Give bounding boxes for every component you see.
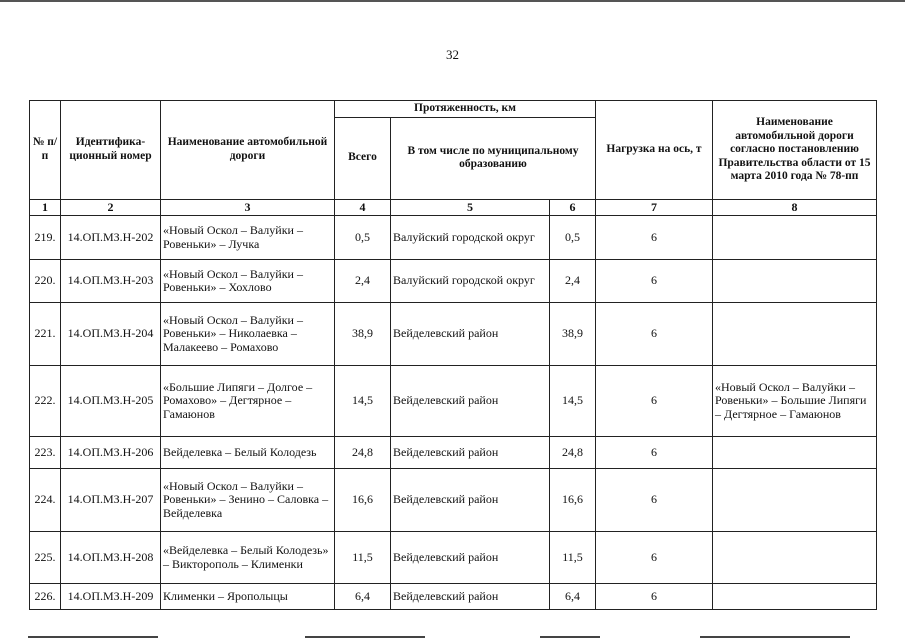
column-number: 6 bbox=[550, 199, 596, 216]
row-number: 221. bbox=[30, 303, 61, 366]
length-total: 38,9 bbox=[335, 303, 391, 366]
table-row bbox=[30, 303, 877, 366]
page-number: 32 bbox=[446, 47, 459, 62]
scan-artifact bbox=[540, 636, 600, 638]
axle-load: 6 bbox=[596, 303, 713, 366]
scan-edge-top bbox=[0, 0, 905, 2]
header-incl: В том числе по муниципальному образованию bbox=[391, 117, 596, 199]
road-id: 14.ОП.МЗ.Н-207 bbox=[61, 469, 161, 532]
road-name: Клименки – Ярополыцы bbox=[161, 584, 335, 610]
gov-road-name bbox=[713, 216, 877, 260]
column-number: 2 bbox=[61, 199, 161, 216]
axle-load: 6 bbox=[596, 584, 713, 610]
axle-load: 6 bbox=[596, 260, 713, 303]
municipality-length: 2,4 bbox=[550, 260, 596, 303]
row-number: 219. bbox=[30, 216, 61, 260]
municipality-length: 6,4 bbox=[550, 584, 596, 610]
gov-road-name bbox=[713, 260, 877, 303]
table-row bbox=[30, 366, 877, 437]
road-name: «Новый Оскол – Валуйки – Ровеньки» – Николаевка – Малакеево – Ромахово bbox=[161, 303, 335, 366]
roads-table bbox=[29, 100, 877, 610]
length-total: 6,4 bbox=[335, 584, 391, 610]
municipality: Вейделевский район bbox=[391, 532, 550, 584]
road-name: «Новый Оскол – Валуйки – Ровеньки» – Лучка bbox=[161, 216, 335, 260]
length-total: 2,4 bbox=[335, 260, 391, 303]
column-number: 4 bbox=[335, 199, 391, 216]
municipality-length: 14,5 bbox=[550, 366, 596, 437]
gov-road-name bbox=[713, 469, 877, 532]
header-length-group: Протяженность, км bbox=[335, 101, 596, 118]
table-row bbox=[30, 584, 877, 610]
gov-road-name bbox=[713, 303, 877, 366]
road-id: 14.ОП.МЗ.Н-203 bbox=[61, 260, 161, 303]
road-name: «Вейделевка – Белый Колодезь» – Викторополь – Клименки bbox=[161, 532, 335, 584]
axle-load: 6 bbox=[596, 469, 713, 532]
municipality-length: 24,8 bbox=[550, 437, 596, 469]
road-id: 14.ОП.МЗ.Н-208 bbox=[61, 532, 161, 584]
length-total: 14,5 bbox=[335, 366, 391, 437]
row-number: 226. bbox=[30, 584, 61, 610]
table-row bbox=[30, 216, 877, 260]
header-num: № п/п bbox=[30, 101, 61, 200]
axle-load: 6 bbox=[596, 366, 713, 437]
header-total: Всего bbox=[335, 117, 391, 199]
municipality: Валуйский городской округ bbox=[391, 260, 550, 303]
column-number: 1 bbox=[30, 199, 61, 216]
header-load: Нагрузка на ось, т bbox=[596, 101, 713, 200]
municipality-length: 38,9 bbox=[550, 303, 596, 366]
row-number: 220. bbox=[30, 260, 61, 303]
gov-road-name bbox=[713, 437, 877, 469]
gov-road-name bbox=[713, 584, 877, 610]
municipality: Вейделевский район bbox=[391, 303, 550, 366]
scan-artifact bbox=[700, 636, 850, 638]
axle-load: 6 bbox=[596, 437, 713, 469]
road-id: 14.ОП.МЗ.Н-206 bbox=[61, 437, 161, 469]
municipality-length: 16,6 bbox=[550, 469, 596, 532]
length-total: 24,8 bbox=[335, 437, 391, 469]
road-id: 14.ОП.МЗ.Н-202 bbox=[61, 216, 161, 260]
header-name: Наименование автомобильной дороги bbox=[161, 101, 335, 200]
scan-artifact bbox=[28, 636, 158, 638]
table-row bbox=[30, 469, 877, 532]
gov-road-name: «Новый Оскол – Валуйки – Ровеньки» – Большие Липяги – Дегтярное – Гамаюнов bbox=[713, 366, 877, 437]
municipality: Валуйский городской округ bbox=[391, 216, 550, 260]
municipality: Вейделевский район bbox=[391, 584, 550, 610]
road-id: 14.ОП.МЗ.Н-205 bbox=[61, 366, 161, 437]
gov-road-name bbox=[713, 532, 877, 584]
municipality-length: 11,5 bbox=[550, 532, 596, 584]
road-name: «Новый Оскол – Валуйки – Ровеньки» – Зенино – Саловка – Вейделевка bbox=[161, 469, 335, 532]
table-row bbox=[30, 532, 877, 584]
length-total: 11,5 bbox=[335, 532, 391, 584]
road-id: 14.ОП.МЗ.Н-204 bbox=[61, 303, 161, 366]
table-row bbox=[30, 437, 877, 469]
row-number: 222. bbox=[30, 366, 61, 437]
row-number: 223. bbox=[30, 437, 61, 469]
length-total: 16,6 bbox=[335, 469, 391, 532]
column-number: 7 bbox=[596, 199, 713, 216]
column-numbers-row bbox=[30, 199, 877, 216]
header-gov-name: Наименование автомобильной дороги согласно постановлению Правительства области от 15 марта 2010 года № 78-пп bbox=[713, 101, 877, 200]
row-number: 224. bbox=[30, 469, 61, 532]
road-name: «Большие Липяги – Долгое – Ромахово» – Дегтярное – Гамаюнов bbox=[161, 366, 335, 437]
road-id: 14.ОП.МЗ.Н-209 bbox=[61, 584, 161, 610]
municipality: Вейделевский район bbox=[391, 437, 550, 469]
scan-artifact bbox=[305, 636, 425, 638]
header-id: Идентифика-ционный номер bbox=[61, 101, 161, 200]
municipality: Вейделевский район bbox=[391, 469, 550, 532]
column-number: 8 bbox=[713, 199, 877, 216]
municipality-length: 0,5 bbox=[550, 216, 596, 260]
axle-load: 6 bbox=[596, 532, 713, 584]
column-number: 3 bbox=[161, 199, 335, 216]
axle-load: 6 bbox=[596, 216, 713, 260]
table-row bbox=[30, 260, 877, 303]
row-number: 225. bbox=[30, 532, 61, 584]
column-number: 5 bbox=[391, 199, 550, 216]
road-name: Вейделевка – Белый Колодезь bbox=[161, 437, 335, 469]
municipality: Вейделевский район bbox=[391, 366, 550, 437]
road-name: «Новый Оскол – Валуйки – Ровеньки» – Хохлово bbox=[161, 260, 335, 303]
length-total: 0,5 bbox=[335, 216, 391, 260]
